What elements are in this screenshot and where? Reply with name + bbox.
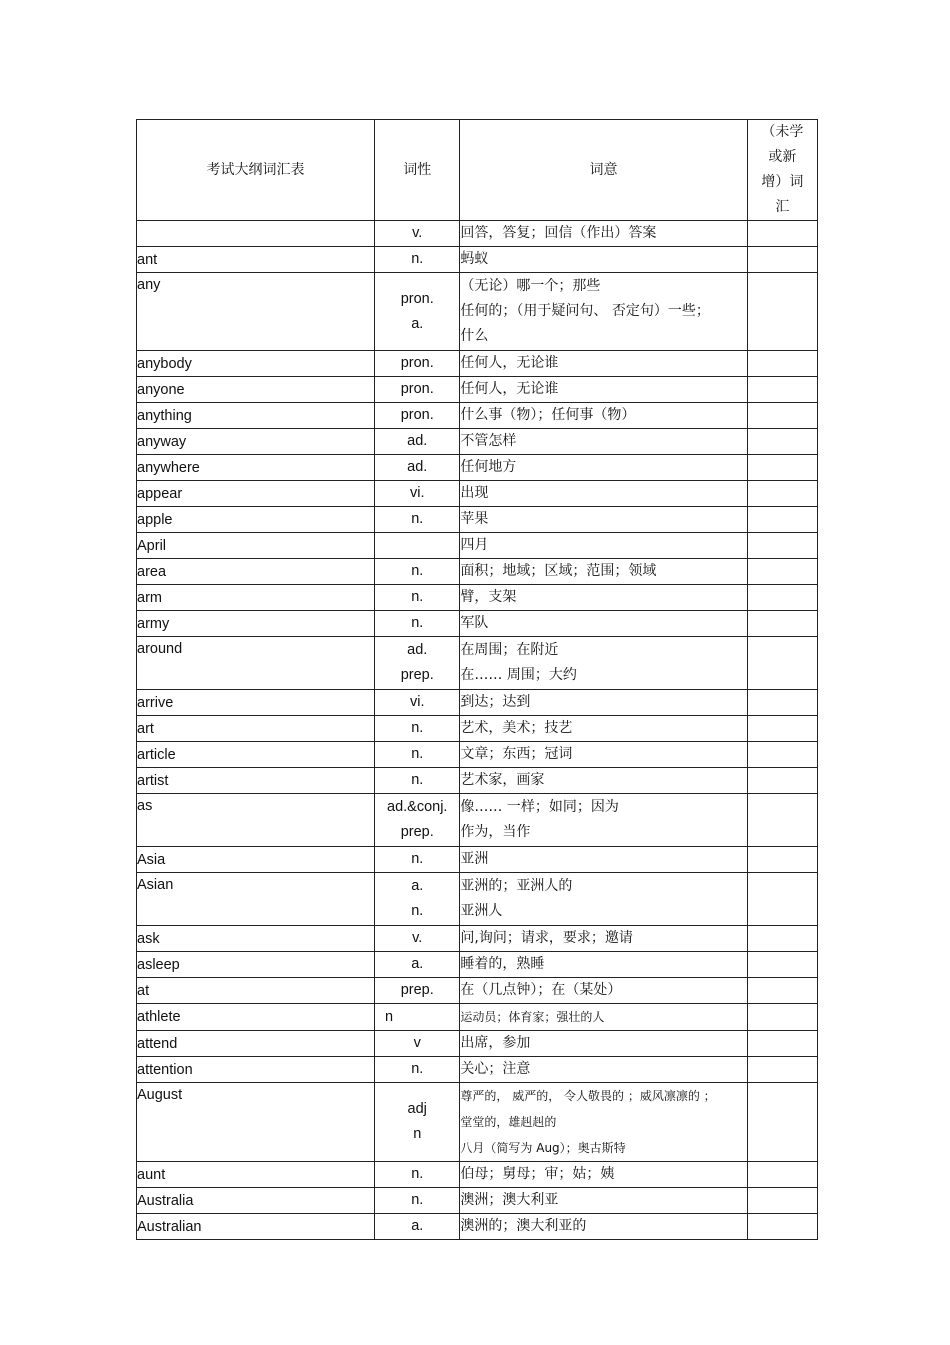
meaning-cell xyxy=(460,1031,747,1057)
new-vocab-cell xyxy=(747,716,817,742)
new-vocab-cell xyxy=(747,351,817,377)
pos-cell xyxy=(375,481,460,507)
table-row xyxy=(137,1031,818,1057)
pos-line: n. xyxy=(411,251,424,267)
table-row xyxy=(137,611,818,637)
table-row xyxy=(137,247,818,273)
table-row xyxy=(137,1004,818,1031)
table-row xyxy=(137,429,818,455)
meaning-cell xyxy=(460,794,747,847)
new-vocab-cell xyxy=(747,768,817,794)
meaning-line: 四月 xyxy=(460,537,489,553)
meaning-line: （无论）哪一个；那些 xyxy=(460,278,601,294)
meaning-cell xyxy=(460,351,747,377)
meaning-cell xyxy=(460,978,747,1004)
meaning-line: 回答，答复；回信（作出）答案 xyxy=(460,225,657,241)
pos-cell xyxy=(375,455,460,481)
meaning-line: 蚂蚁 xyxy=(460,251,489,267)
word-cell: any xyxy=(137,273,375,351)
table-row xyxy=(137,1083,818,1162)
meaning-line: 八月（简写为 Aug）；奥古斯特 xyxy=(460,1141,626,1155)
new-vocab-cell xyxy=(747,585,817,611)
meaning-line: 军队 xyxy=(460,615,489,631)
word-cell: anyone xyxy=(137,377,375,403)
pos-line: pron. xyxy=(400,355,434,371)
pos-cell xyxy=(375,794,460,847)
meaning-line: 到达；达到 xyxy=(460,694,531,710)
vocabulary-table xyxy=(136,119,818,1240)
word-cell: at xyxy=(137,978,375,1004)
new-vocab-cell xyxy=(747,273,817,351)
table-row xyxy=(137,1162,818,1188)
pos-line: pron. xyxy=(400,290,434,307)
word-cell: attend xyxy=(137,1031,375,1057)
table-row xyxy=(137,507,818,533)
pos-cell xyxy=(375,978,460,1004)
meaning-cell xyxy=(460,1188,747,1214)
new-vocab-cell xyxy=(747,637,817,690)
meaning-cell xyxy=(460,637,747,690)
word-cell: anybody xyxy=(137,351,375,377)
new-vocab-cell xyxy=(747,403,817,429)
meaning-cell xyxy=(460,926,747,952)
meaning-line: 尊严的， 威严的， 令人敬畏的 ；威风凛凛的 ； xyxy=(460,1089,716,1103)
meaning-line: 在…… 周围；大约 xyxy=(460,667,577,683)
pos-line: a. xyxy=(411,878,424,894)
meaning-cell xyxy=(460,1083,747,1162)
new-vocab-cell xyxy=(747,507,817,533)
word-cell: attention xyxy=(137,1057,375,1083)
table-row xyxy=(137,351,818,377)
pos-cell xyxy=(375,690,460,716)
pos-cell xyxy=(375,873,460,926)
new-vocab-cell xyxy=(747,952,817,978)
meaning-line: 在（几点钟）；在（某处） xyxy=(460,982,622,998)
new-vocab-cell xyxy=(747,1004,817,1031)
word-cell: appear xyxy=(137,481,375,507)
word-cell: Asia xyxy=(137,847,375,873)
meaning-line: 亚洲的；亚洲人的 xyxy=(460,878,573,894)
pos-cell xyxy=(375,1162,460,1188)
pos-cell xyxy=(375,507,460,533)
meaning-line: 澳洲；澳大利亚 xyxy=(460,1192,559,1208)
new-vocab-cell xyxy=(747,1214,817,1240)
word-cell: army xyxy=(137,611,375,637)
new-vocab-cell xyxy=(747,690,817,716)
table-row xyxy=(137,481,818,507)
new-vocab-cell xyxy=(747,1031,817,1057)
new-vocab-cell xyxy=(747,1188,817,1214)
word-cell: April xyxy=(137,533,375,559)
meaning-line: 伯母；舅母；审；姑；姨 xyxy=(460,1166,615,1182)
pos-line: ad. xyxy=(407,433,428,449)
new-vocab-cell xyxy=(747,742,817,768)
new-vocab-cell xyxy=(747,533,817,559)
pos-line: ad. xyxy=(407,642,428,658)
pos-line: v. xyxy=(412,930,423,946)
table-row xyxy=(137,533,818,559)
pos-line: n. xyxy=(411,851,424,867)
table-row xyxy=(137,403,818,429)
word-cell: apple xyxy=(137,507,375,533)
word-cell: arm xyxy=(137,585,375,611)
word-cell: asleep xyxy=(137,952,375,978)
pos-cell xyxy=(375,611,460,637)
meaning-line: 任何人，无论谁 xyxy=(460,355,559,371)
meaning-cell xyxy=(460,768,747,794)
pos-cell xyxy=(375,1004,460,1031)
table-row xyxy=(137,273,818,351)
pos-line: n. xyxy=(411,1061,424,1077)
meaning-cell xyxy=(460,559,747,585)
new-vocab-cell xyxy=(747,221,817,247)
meaning-cell xyxy=(460,1004,747,1031)
meaning-cell xyxy=(460,873,747,926)
new-vocab-cell xyxy=(747,978,817,1004)
meaning-line: 在周围；在附近 xyxy=(460,642,559,658)
meaning-line: 什么 xyxy=(460,328,489,344)
pos-line: pron. xyxy=(400,381,434,397)
table-row xyxy=(137,585,818,611)
word-cell: art xyxy=(137,716,375,742)
word-cell: Australia xyxy=(137,1188,375,1214)
meaning-line: 亚洲人 xyxy=(460,903,503,919)
pos-line: ad. xyxy=(407,459,428,475)
meaning-line: 艺术家，画家 xyxy=(460,772,545,788)
meaning-cell xyxy=(460,429,747,455)
meaning-cell xyxy=(460,403,747,429)
word-cell: athlete xyxy=(137,1004,375,1031)
pos-line: n. xyxy=(411,772,424,788)
vocabulary-body xyxy=(137,221,818,1240)
new-vocab-cell xyxy=(747,1057,817,1083)
table-row xyxy=(137,221,818,247)
meaning-line: 什么事（物）；任何事（物） xyxy=(460,407,636,423)
word-cell: anything xyxy=(137,403,375,429)
meaning-cell xyxy=(460,247,747,273)
pos-line: n. xyxy=(411,746,424,762)
table-row xyxy=(137,1057,818,1083)
meaning-cell xyxy=(460,716,747,742)
pos-cell xyxy=(375,273,460,351)
pos-cell xyxy=(375,1057,460,1083)
pos-line: n. xyxy=(411,903,424,919)
word-cell: around xyxy=(137,637,375,690)
new-vocab-cell xyxy=(747,377,817,403)
word-cell: Australian xyxy=(137,1214,375,1240)
meaning-cell xyxy=(460,273,747,351)
table-row xyxy=(137,716,818,742)
word-cell: ask xyxy=(137,926,375,952)
new-vocab-cell xyxy=(747,873,817,926)
pos-cell xyxy=(375,403,460,429)
meaning-line: 像…… 一样；如同；因为 xyxy=(460,799,619,815)
pos-line: v xyxy=(413,1035,421,1051)
word-cell: Asian xyxy=(137,873,375,926)
meaning-cell xyxy=(460,507,747,533)
word-cell: aunt xyxy=(137,1162,375,1188)
table-row xyxy=(137,690,818,716)
pos-cell xyxy=(375,221,460,247)
meaning-line: 任何地方 xyxy=(460,459,517,475)
new-vocab-cell xyxy=(747,794,817,847)
pos-cell xyxy=(375,533,460,559)
word-cell: area xyxy=(137,559,375,585)
meaning-line: 面积；地域；区域；范围；领域 xyxy=(460,563,657,579)
new-vocab-cell xyxy=(747,455,817,481)
meaning-line: 苹果 xyxy=(460,511,489,527)
meaning-cell xyxy=(460,690,747,716)
pos-cell xyxy=(375,716,460,742)
meaning-cell xyxy=(460,481,747,507)
word-cell: anyway xyxy=(137,429,375,455)
meaning-line: 堂堂的，雄赳赳的 xyxy=(460,1115,557,1129)
pos-line: vi. xyxy=(409,694,425,710)
table-row xyxy=(137,742,818,768)
table-row xyxy=(137,377,818,403)
meaning-cell xyxy=(460,455,747,481)
pos-cell xyxy=(375,742,460,768)
pos-cell xyxy=(375,768,460,794)
pos-line: n xyxy=(413,1126,422,1142)
table-row xyxy=(137,1188,818,1214)
meaning-line: 不管怎样 xyxy=(460,433,517,449)
pos-line: prep. xyxy=(400,982,434,998)
new-vocab-cell xyxy=(747,611,817,637)
meaning-cell xyxy=(460,1162,747,1188)
table-row xyxy=(137,768,818,794)
pos-line: a. xyxy=(411,1218,424,1234)
new-vocab-cell xyxy=(747,926,817,952)
pos-cell xyxy=(375,1083,460,1162)
meaning-cell xyxy=(460,1214,747,1240)
table-row xyxy=(137,952,818,978)
meaning-cell xyxy=(460,533,747,559)
table-row xyxy=(137,926,818,952)
header-meaning: 词意 xyxy=(460,120,747,221)
pos-cell xyxy=(375,585,460,611)
meaning-cell xyxy=(460,221,747,247)
pos-line: v. xyxy=(412,225,423,241)
table-row xyxy=(137,1214,818,1240)
table-row xyxy=(137,559,818,585)
pos-line: pron. xyxy=(400,407,434,423)
word-cell: artist xyxy=(137,768,375,794)
word-cell: ant xyxy=(137,247,375,273)
pos-cell xyxy=(375,847,460,873)
table-row xyxy=(137,978,818,1004)
new-vocab-cell xyxy=(747,481,817,507)
pos-line: ad.&conj. xyxy=(387,799,448,815)
meaning-cell xyxy=(460,377,747,403)
meaning-line: 澳洲的；澳大利亚的 xyxy=(460,1218,587,1234)
meaning-cell xyxy=(460,611,747,637)
pos-line: n. xyxy=(411,1192,424,1208)
pos-line: vi. xyxy=(409,485,425,501)
pos-line: n. xyxy=(411,511,424,527)
pos-line: n. xyxy=(411,720,424,736)
word-cell: as xyxy=(137,794,375,847)
pos-cell xyxy=(375,637,460,690)
new-vocab-cell xyxy=(747,847,817,873)
pos-line: n xyxy=(385,1008,394,1025)
meaning-cell xyxy=(460,742,747,768)
meaning-line: 任何的；（用于疑问句、 否定句）一些； xyxy=(460,303,710,319)
meaning-line: 问,询问；请求，要求；邀请 xyxy=(460,930,633,946)
pos-cell xyxy=(375,247,460,273)
meaning-line: 臂，支架 xyxy=(460,589,517,605)
pos-line: prep. xyxy=(400,824,434,840)
pos-cell xyxy=(375,559,460,585)
pos-line: n. xyxy=(411,563,424,579)
pos-cell xyxy=(375,1031,460,1057)
meaning-line: 文章；东西；冠词 xyxy=(460,746,573,762)
pos-line: adj xyxy=(407,1101,427,1117)
word-cell xyxy=(137,221,375,247)
pos-line: a. xyxy=(411,315,424,332)
meaning-line: 出席，参加 xyxy=(460,1035,531,1051)
word-cell: arrive xyxy=(137,690,375,716)
meaning-line: 睡着的，熟睡 xyxy=(460,956,545,972)
meaning-line: 艺术，美术；技艺 xyxy=(460,720,573,736)
table-row xyxy=(137,455,818,481)
meaning-line: 亚洲 xyxy=(460,851,489,867)
header-word: 考试大纲词汇表 xyxy=(137,120,375,221)
pos-line: prep. xyxy=(400,667,434,683)
meaning-line: 关心；注意 xyxy=(460,1061,531,1077)
word-cell: article xyxy=(137,742,375,768)
table-row xyxy=(137,873,818,926)
meaning-cell xyxy=(460,952,747,978)
meaning-line: 作为，当作 xyxy=(460,824,531,840)
meaning-line: 任何人，无论谁 xyxy=(460,381,559,397)
header-new-vocab: （未学 或新 增）词 汇 xyxy=(747,120,817,221)
new-vocab-cell xyxy=(747,1162,817,1188)
pos-line: n. xyxy=(411,615,424,631)
meaning-cell xyxy=(460,585,747,611)
pos-cell xyxy=(375,351,460,377)
header-row xyxy=(137,120,818,221)
pos-cell xyxy=(375,377,460,403)
word-cell: anywhere xyxy=(137,455,375,481)
pos-cell xyxy=(375,1188,460,1214)
pos-line: n. xyxy=(411,589,424,605)
new-vocab-cell xyxy=(747,559,817,585)
new-vocab-cell xyxy=(747,247,817,273)
meaning-cell xyxy=(460,847,747,873)
pos-line: a. xyxy=(411,956,424,972)
table-row xyxy=(137,637,818,690)
header-pos: 词性 xyxy=(375,120,460,221)
meaning-line: 出现 xyxy=(460,485,489,501)
pos-line: n. xyxy=(411,1166,424,1182)
new-vocab-cell xyxy=(747,429,817,455)
table-row xyxy=(137,794,818,847)
new-vocab-cell xyxy=(747,1083,817,1162)
pos-cell xyxy=(375,926,460,952)
pos-cell xyxy=(375,429,460,455)
word-cell: August xyxy=(137,1083,375,1162)
meaning-cell xyxy=(460,1057,747,1083)
pos-cell xyxy=(375,952,460,978)
table-row xyxy=(137,847,818,873)
meaning-line: 运动员；体育家；强壮的人 xyxy=(460,1010,605,1024)
pos-cell xyxy=(375,1214,460,1240)
